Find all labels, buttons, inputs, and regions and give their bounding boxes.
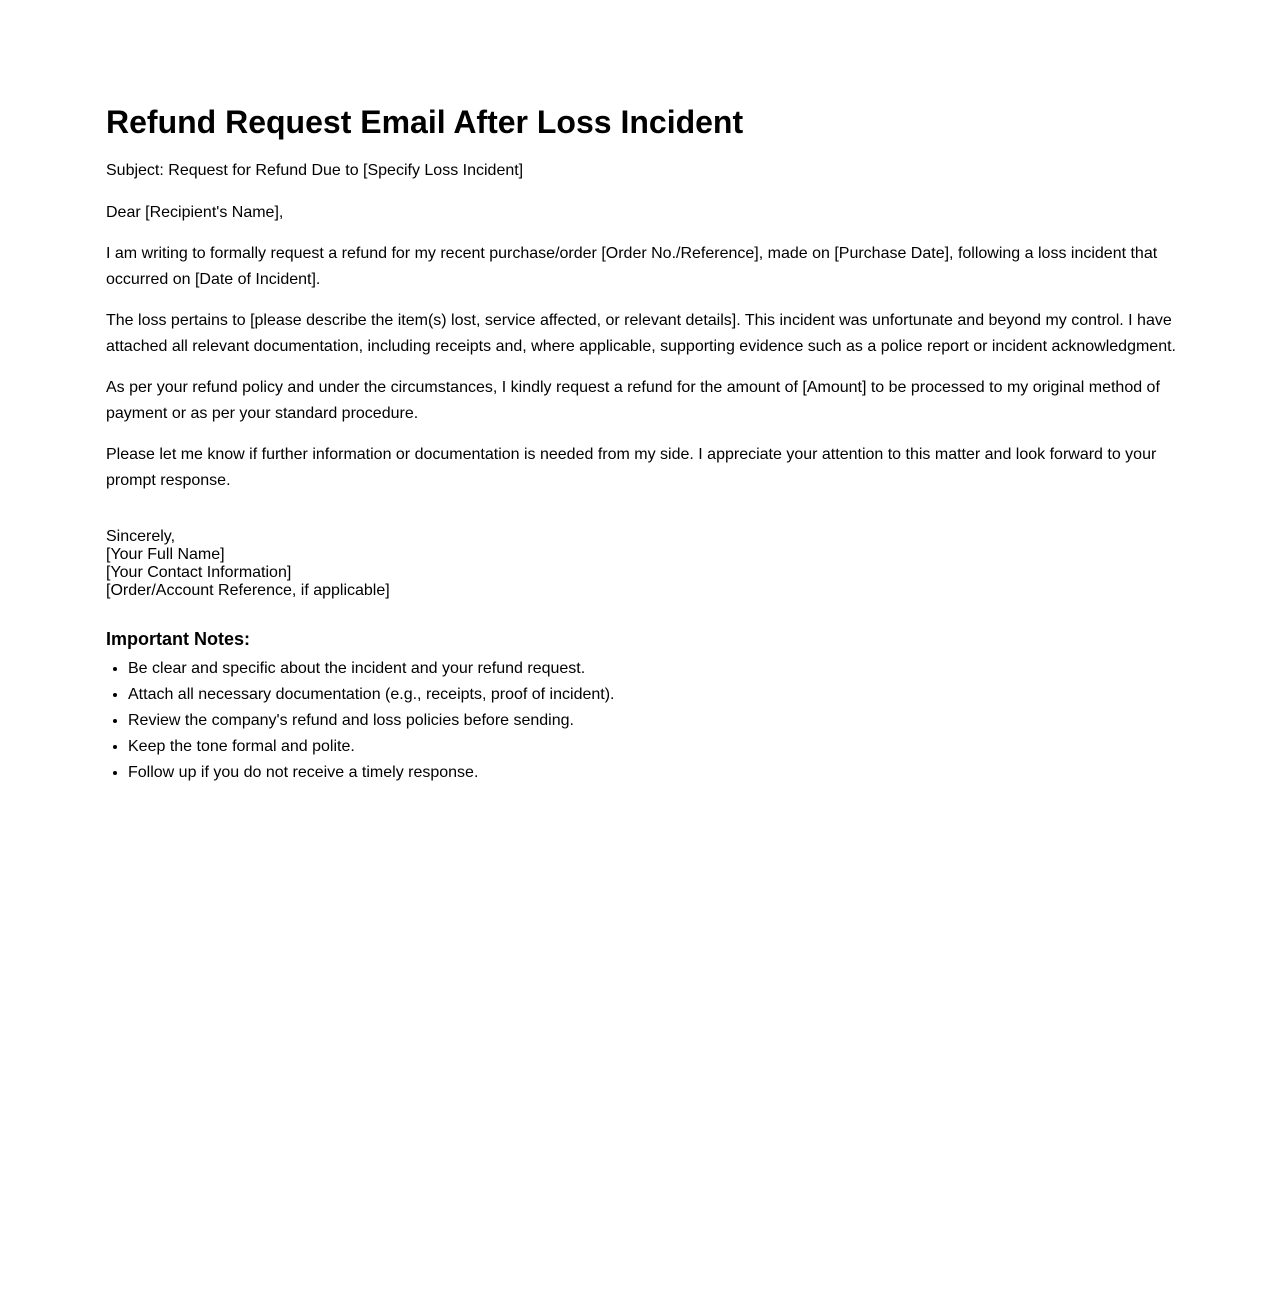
- notes-heading: Important Notes:: [106, 629, 250, 649]
- body-paragraph: Please let me know if further information or documentation is needed from my side. I appreciate your attention to this matter and look forward to your prompt response.: [106, 446, 1157, 489]
- signature-closing: Sincerely,: [106, 528, 176, 545]
- body-paragraph: The loss pertains to [please describe the item(s) lost, service affected, or relevant details]. This incident was unfortunate and beyond my control. I have attached all relevant documentation, including receipts and, where applicable, supporting evidence such as a police report or incident acknowledgment.: [106, 312, 1176, 355]
- list-item: • Attach all necessary documentation (e.g., receipts, proof of incident).: [128, 686, 1182, 704]
- list-item: • Review the company's refund and loss policies before sending.: [128, 712, 1182, 730]
- signature-contact: [Your Contact Information]: [106, 564, 292, 581]
- body-paragraph: I am writing to formally request a refund for my recent purchase/order [Order No./Reference], made on [Purchase Date], following a loss incident that occurred on [Date of Incident].: [106, 245, 1158, 288]
- email-greeting: Dear [Recipient's Name],: [106, 203, 284, 221]
- signature-name: [Your Full Name]: [106, 546, 225, 563]
- page-title: Refund Request Email After Loss Incident: [106, 104, 744, 140]
- email-subject: Subject: Request for Refund Due to [Specify Loss Incident]: [106, 162, 524, 179]
- list-item: • Follow up if you do not receive a timely response.: [128, 764, 1182, 782]
- signature-block: [106, 528, 1182, 600]
- body-paragraph: As per your refund policy and under the circumstances, I kindly request a refund for the amount of [Amount] to be processed to my original method of payment or as per your standard procedure.: [106, 379, 1160, 422]
- signature-reference: [Order/Account Reference, if applicable]: [106, 582, 390, 599]
- list-item: • Keep the tone formal and polite.: [128, 738, 1182, 756]
- notes-list: [106, 660, 1182, 782]
- list-item: • Be clear and specific about the incident and your refund request.: [128, 660, 1182, 678]
